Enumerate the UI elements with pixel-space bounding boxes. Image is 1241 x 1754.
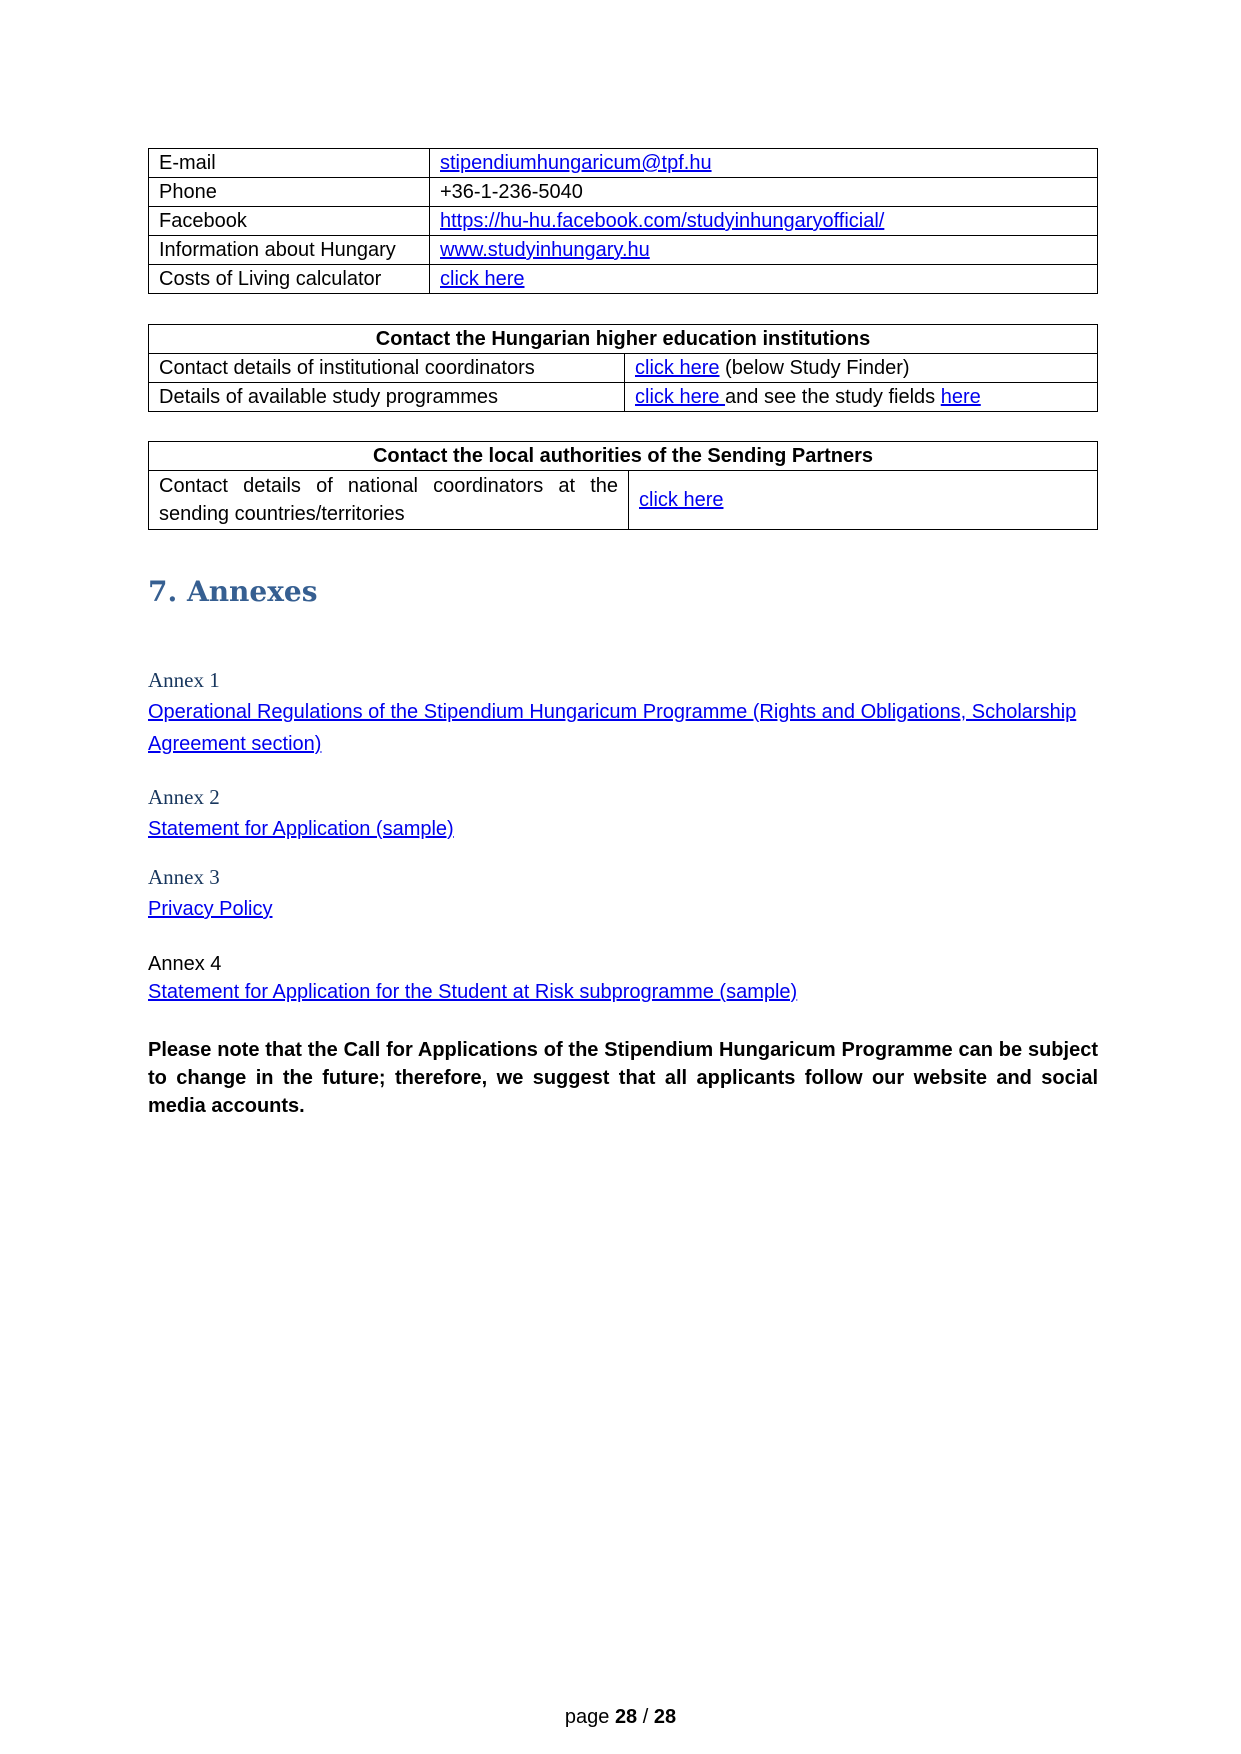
cost-calculator-cell [430, 265, 1098, 294]
national-coordinators-label: Contact details of national coordinators at the sending countries/territories [149, 471, 629, 530]
annex-1-title: Annex 1 [148, 668, 220, 692]
institutional-coordinators-label: Contact details of institutional coordinators [149, 354, 625, 383]
change-notice: Please note that the Call for Applications of the Stipendium Hungaricum Programme can be subject to change in the future; therefore, we suggest that all applicants follow our website and social media accounts. [148, 1039, 1098, 1117]
hungary-info-label: Information about Hungary [149, 236, 430, 265]
institutional-coordinators-cell [625, 354, 1098, 383]
table-row [149, 207, 1098, 236]
facebook-label: Facebook [149, 207, 430, 236]
page-separator: / [637, 1706, 654, 1728]
hungary-info-link[interactable]: www.studyinhungary.hu [440, 239, 650, 261]
national-coordinators-cell [629, 471, 1098, 530]
cost-calculator-link[interactable]: click here [440, 268, 525, 290]
national-coordinators-link[interactable]: click here [639, 489, 724, 511]
annex-3 [148, 861, 1098, 925]
table-row [149, 265, 1098, 294]
email-cell [430, 149, 1098, 178]
email-link[interactable]: stipendiumhungaricum@tpf.hu [440, 152, 712, 174]
study-finder-note: (below Study Finder) [719, 357, 910, 379]
facebook-cell [430, 207, 1098, 236]
current-page: 28 [614, 1706, 638, 1728]
annex-1 [148, 664, 1098, 760]
cost-calculator-label: Costs of Living calculator [149, 265, 430, 294]
page-prefix: page [564, 1706, 615, 1728]
annex-2-link[interactable]: Statement for Application (sample) [148, 818, 454, 840]
section-heading: 7. Annexes [148, 575, 318, 608]
annex-3-link[interactable]: Privacy Policy [148, 898, 273, 920]
table-header-row [149, 442, 1098, 471]
sending-partners-table-header: Contact the local authorities of the Sending Partners [149, 442, 1098, 471]
study-programmes-label: Details of available study programmes [149, 383, 625, 412]
study-programmes-link[interactable]: click here [635, 386, 726, 408]
study-fields-text: and see the study fields [725, 386, 941, 408]
annex-4 [148, 950, 1098, 1006]
total-pages: 28 [653, 1706, 677, 1728]
phone-value: +36-1-236-5040 [430, 178, 1098, 207]
annex-3-title: Annex 3 [148, 865, 220, 889]
study-programmes-cell [625, 383, 1098, 412]
annex-2 [148, 781, 1098, 845]
phone-label: Phone [149, 178, 430, 207]
table-row [149, 178, 1098, 207]
annex-4-title: Annex 4 [148, 953, 222, 975]
table-header-row [149, 325, 1098, 354]
annex-2-title: Annex 2 [148, 785, 220, 809]
institutions-table [148, 324, 1098, 412]
facebook-link[interactable]: https://hu-hu.facebook.com/studyinhungaryofficial/ [440, 210, 885, 232]
institutions-table-header: Contact the Hungarian higher education institutions [149, 325, 1098, 354]
study-fields-link[interactable]: here [940, 386, 981, 408]
page-footer [0, 1706, 1241, 1729]
table-row [149, 354, 1098, 383]
table-row [149, 383, 1098, 412]
contact-table [148, 148, 1098, 294]
sending-partners-table [148, 441, 1098, 530]
annex-4-link[interactable]: Statement for Application for the Student at Risk subprogramme (sample) [148, 981, 798, 1003]
table-row [149, 236, 1098, 265]
annex-1-link[interactable]: Operational Regulations of the Stipendium Hungaricum Programme (Rights and Obligations, Scholarship Agreement section) [148, 701, 1077, 755]
institutional-coordinators-link[interactable]: click here [635, 357, 720, 379]
hungary-info-cell [430, 236, 1098, 265]
table-row [149, 149, 1098, 178]
table-row [149, 471, 1098, 530]
email-label: E-mail [149, 149, 430, 178]
